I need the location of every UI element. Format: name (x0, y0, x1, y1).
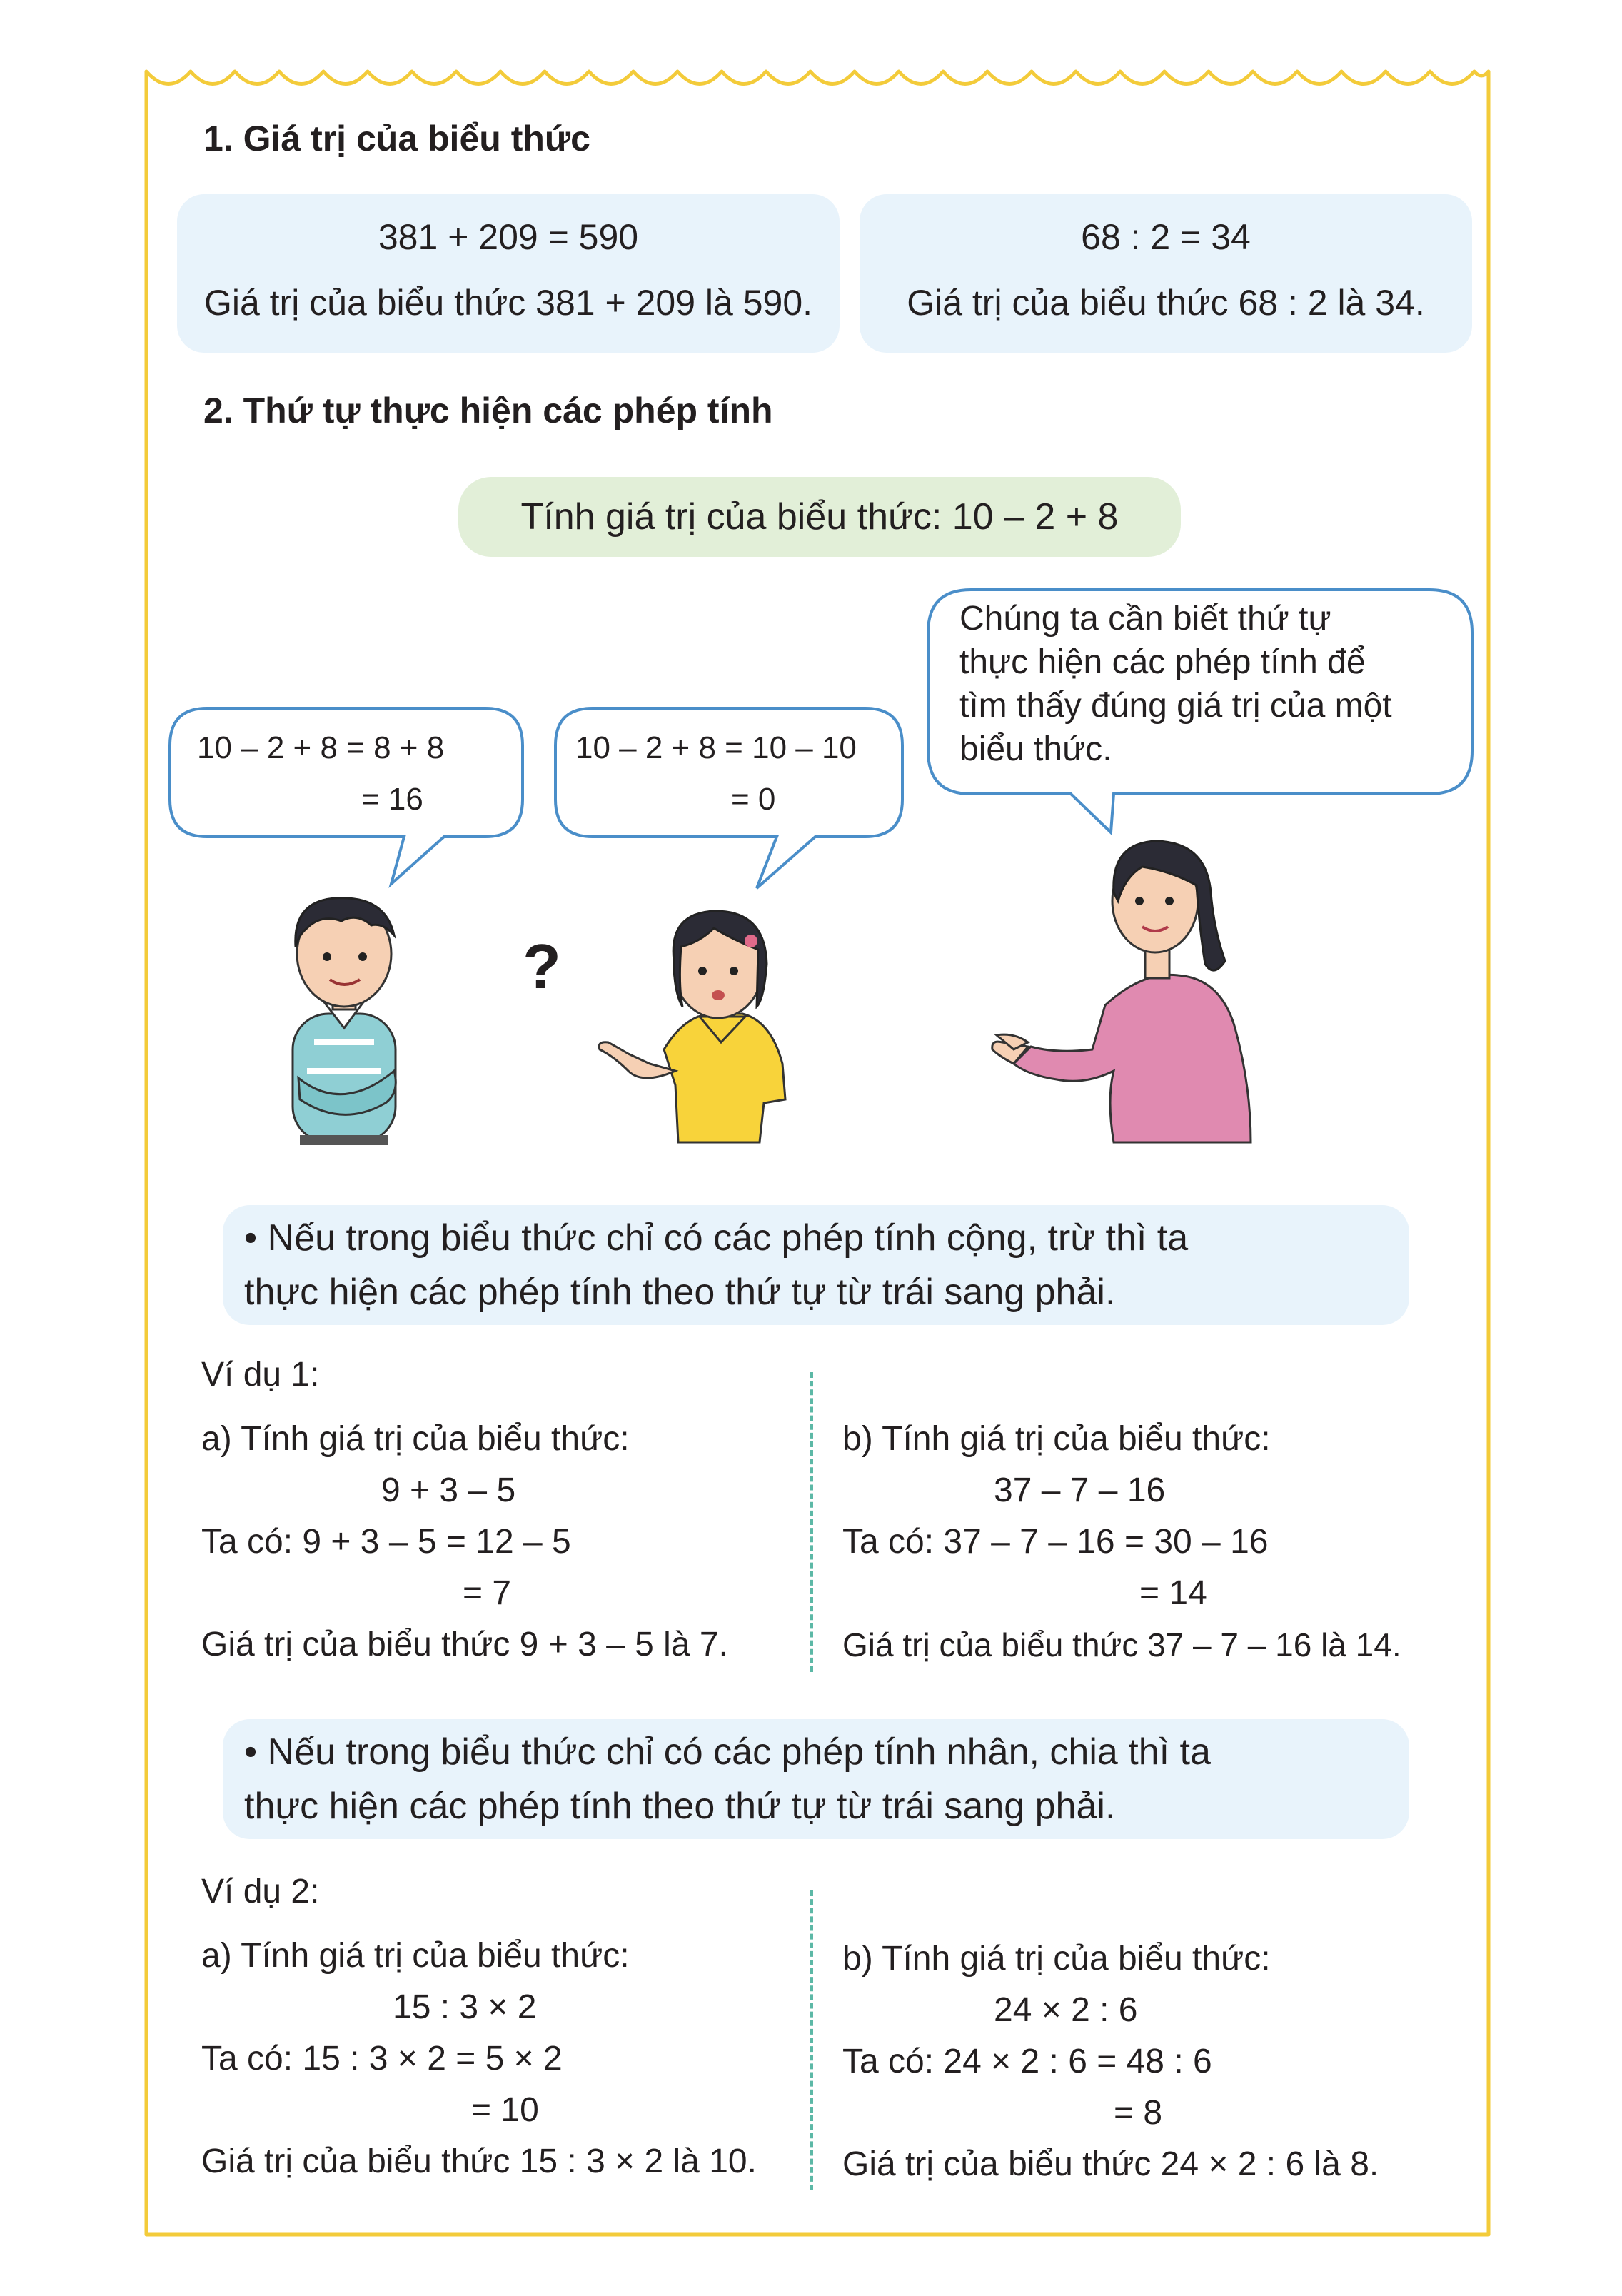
example1-b-prompt: b) Tính giá trị của biểu thức: (842, 1420, 1271, 1458)
example1-a-conclusion: Giá trị của biểu thức 9 + 3 – 5 là 7. (201, 1626, 728, 1663)
example1-a-step1: Ta có: 9 + 3 – 5 = 12 – 5 (201, 1523, 571, 1561)
rule1-line1-row (223, 1211, 1409, 1265)
example1-b-step1: Ta có: 37 – 7 – 16 = 30 – 16 (842, 1523, 1269, 1561)
example2-title: Ví dụ 2: (201, 1873, 320, 1910)
teacher-illustration (992, 841, 1251, 1142)
boy-illustration (293, 898, 396, 1145)
equation-division: 68 : 2 = 34 (1081, 217, 1251, 257)
example2-b-step1: Ta có: 24 × 2 : 6 = 48 : 6 (842, 2043, 1212, 2080)
bubble-boy-line2: = 16 (361, 782, 423, 817)
sentence-division: Giá trị của biểu thức 68 : 2 là 34. (907, 283, 1425, 323)
example1-b-expr: 37 – 7 – 16 (994, 1471, 1166, 1509)
example2-b-conclusion: Giá trị của biểu thức 24 × 2 : 6 là 8. (842, 2145, 1379, 2183)
equation-addition: 381 + 209 = 590 (378, 217, 639, 257)
section2-title: 2. Thứ tự thực hiện các phép tính (203, 391, 773, 430)
girl-illustration (599, 911, 785, 1142)
example2-a-step2: = 10 (471, 2091, 539, 2129)
example2-a-step1: Ta có: 15 : 3 × 2 = 5 × 2 (201, 2040, 563, 2078)
example2-b-expr: 24 × 2 : 6 (994, 1991, 1138, 2029)
rule2-line1: Nếu trong biểu thức chỉ có các phép tính nhân, chia thì ta (267, 1731, 1211, 1773)
example1-b-step2: = 14 (1139, 1574, 1207, 1612)
bubble-teacher-line2: thực hiện các phép tính để (959, 643, 1366, 681)
example1-a-prompt: a) Tính giá trị của biểu thức: (201, 1420, 630, 1458)
task-box: Tính giá trị của biểu thức: 10 – 2 + 8 (458, 477, 1181, 557)
example2-a-conclusion: Giá trị của biểu thức 15 : 3 × 2 là 10. (201, 2143, 757, 2180)
rule2-bullet: • (244, 1731, 258, 1773)
rule1-bullet: • (244, 1217, 258, 1259)
question-mark: ? (523, 931, 561, 1002)
example2-divider (810, 1890, 813, 2190)
bubble-girl-line1: 10 – 2 + 8 = 10 – 10 (575, 730, 857, 765)
bubble-girl-line2: = 0 (731, 782, 776, 817)
rule1-box (223, 1205, 1409, 1325)
example1-divider (810, 1372, 813, 1672)
example1-a-step2: = 7 (463, 1574, 512, 1612)
bubble-teacher-line4: biểu thức. (959, 730, 1112, 768)
section1-title: 1. Giá trị của biểu thức (203, 119, 590, 158)
rule1-line2: thực hiện các phép tính theo thứ tự từ trái sang phải. (244, 1272, 1116, 1313)
example1-title: Ví dụ 1: (201, 1356, 320, 1394)
example1-b-conclusion: Giá trị của biểu thức 37 – 7 – 16 là 14. (842, 1626, 1401, 1663)
rule2-line1-row (223, 1725, 1409, 1779)
bubble-teacher-line3: tìm thấy đúng giá trị của một (959, 687, 1392, 725)
example2-a-expr: 15 : 3 × 2 (393, 1988, 537, 2026)
sentence-addition: Giá trị của biểu thức 381 + 209 là 590. (203, 283, 813, 323)
bubble-boy-line1: 10 – 2 + 8 = 8 + 8 (197, 730, 445, 765)
rule2-line2: thực hiện các phép tính theo thứ tự từ trái sang phải. (244, 1786, 1116, 1827)
example2-b-prompt: b) Tính giá trị của biểu thức: (842, 1940, 1271, 1978)
example1-a-expr: 9 + 3 – 5 (381, 1471, 516, 1509)
example2-b-step2: = 8 (1114, 2094, 1163, 2132)
rule1-line1: Nếu trong biểu thức chỉ có các phép tính cộng, trừ thì ta (267, 1217, 1189, 1259)
rule2-box (223, 1719, 1409, 1839)
bubble-teacher-line1: Chúng ta cần biết thứ tự (959, 600, 1331, 638)
example2-a-prompt: a) Tính giá trị của biểu thức: (201, 1937, 630, 1975)
